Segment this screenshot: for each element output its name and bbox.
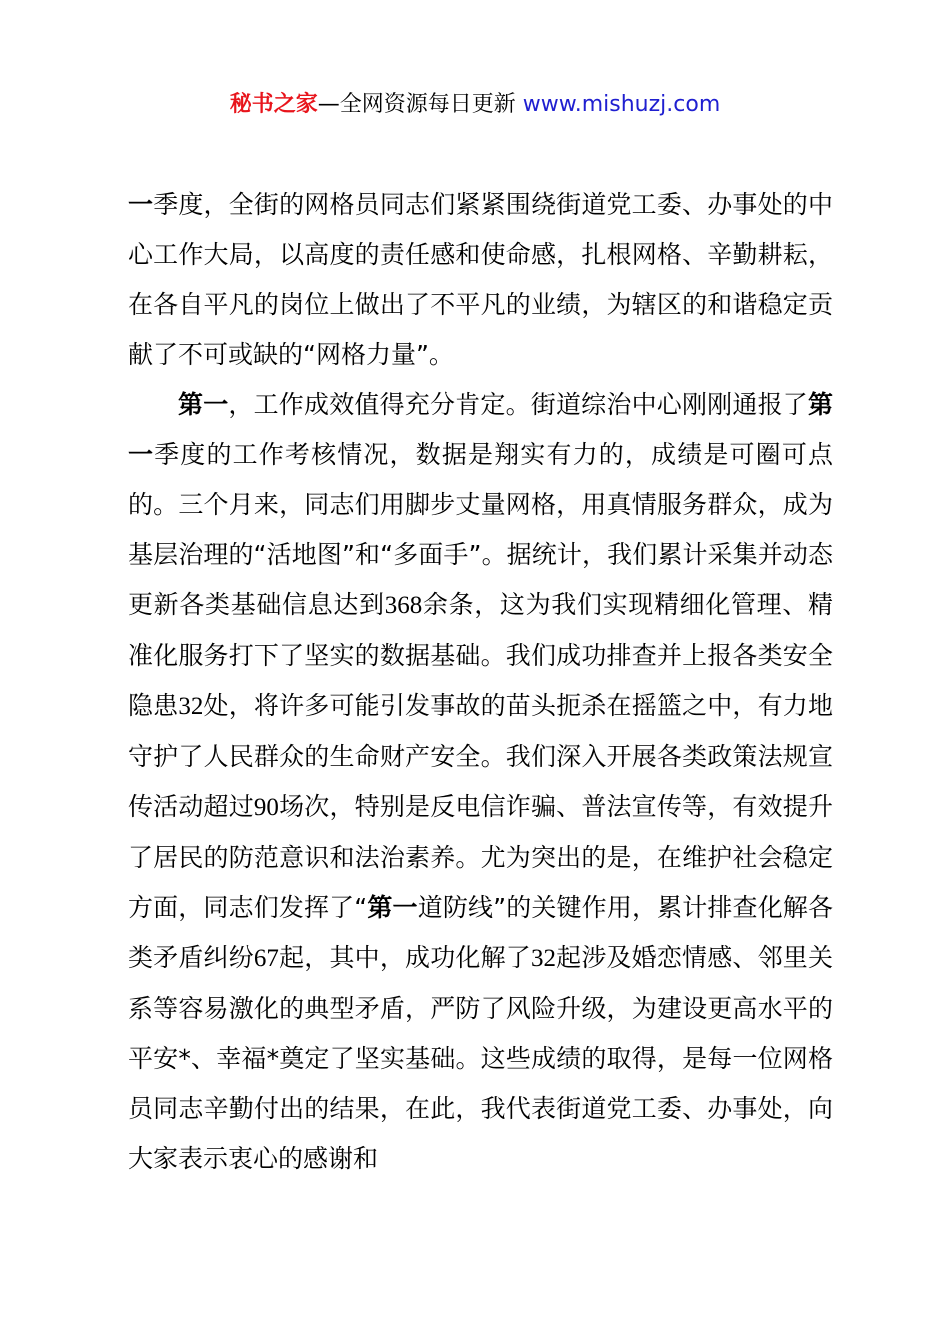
number-text: 32 — [178, 693, 204, 720]
text-run: 起涉及婚恋情感、邻里关系等容易激化的典型矛盾，严防了风险升级，为建设更高水平的平安*、幸福*奠定了坚实基础。这些成绩的取得，是每一位网格员同志辛勤付出的结果，在此，我代表街道党工委、办事处，向大家表示衷心的感谢和 — [128, 943, 833, 1173]
number-text: 32 — [530, 945, 556, 972]
paragraph — [128, 180, 833, 380]
site-header — [0, 90, 950, 120]
number-text: 67 — [253, 945, 279, 972]
document-body — [128, 180, 833, 1184]
text-run: ，工作成效值得充分肯定。街道综治中心刚刚通报了 — [228, 390, 808, 419]
paragraph — [128, 380, 833, 1184]
text-run: 场次，特别是反电信诈骗、普法宣传等，有效提升了居民的防范意识和法治素养。尤为突出的是，在维护社会稳定方面，同志们发挥了“ — [128, 792, 833, 922]
bold-text: 第一 — [178, 390, 229, 419]
site-url-link[interactable]: www.mishuzj.com — [522, 92, 721, 117]
bold-text: 第一 — [367, 893, 418, 922]
text-run: 处，将许多可能引发事故的苗头扼杀在摇篮之中，有力地守护了人民群众的生命财产安全。我们深入开展各类政策法规宣传活动超过 — [128, 691, 833, 821]
text-run: 季度，全街的网格员同志们紧紧围绕街道党工委、办事处的中心工作大局，以高度的责任感和使命感，扎根网格、辛勤耕耘，在各自平凡的岗位上做出了不平凡的业绩，为辖区的和谐稳定贡献了不可或缺的“网格力量”。 — [128, 190, 833, 369]
site-tagline: —全网资源每日更新 — [317, 92, 523, 117]
number-text: 90 — [253, 794, 279, 821]
bold-text: 第一 — [128, 390, 833, 469]
bold-text: 一 — [128, 190, 154, 219]
text-run: 起，其中，成功化解了 — [278, 943, 531, 972]
site-brand: 秘书之家 — [229, 92, 318, 117]
text-run: 季度的工作考核情况，数据是翔实有力的，成绩是可圈可点的。三个月来，同志们用脚步丈量网格，用真情服务群众，成为基层治理的“活地图”和“多面手”。据统计，我们累计采集并动态更新各类基础信息达到 — [128, 440, 833, 619]
text-run: 余条，这为我们实现精细化管理、精准化服务打下了坚实的数据基础。我们成功排查并上报各类安全隐患 — [128, 590, 833, 720]
number-text: 368 — [384, 592, 423, 619]
text-run: 道防线”的关键作用，累计排查化解各类矛盾纠纷 — [128, 893, 833, 972]
